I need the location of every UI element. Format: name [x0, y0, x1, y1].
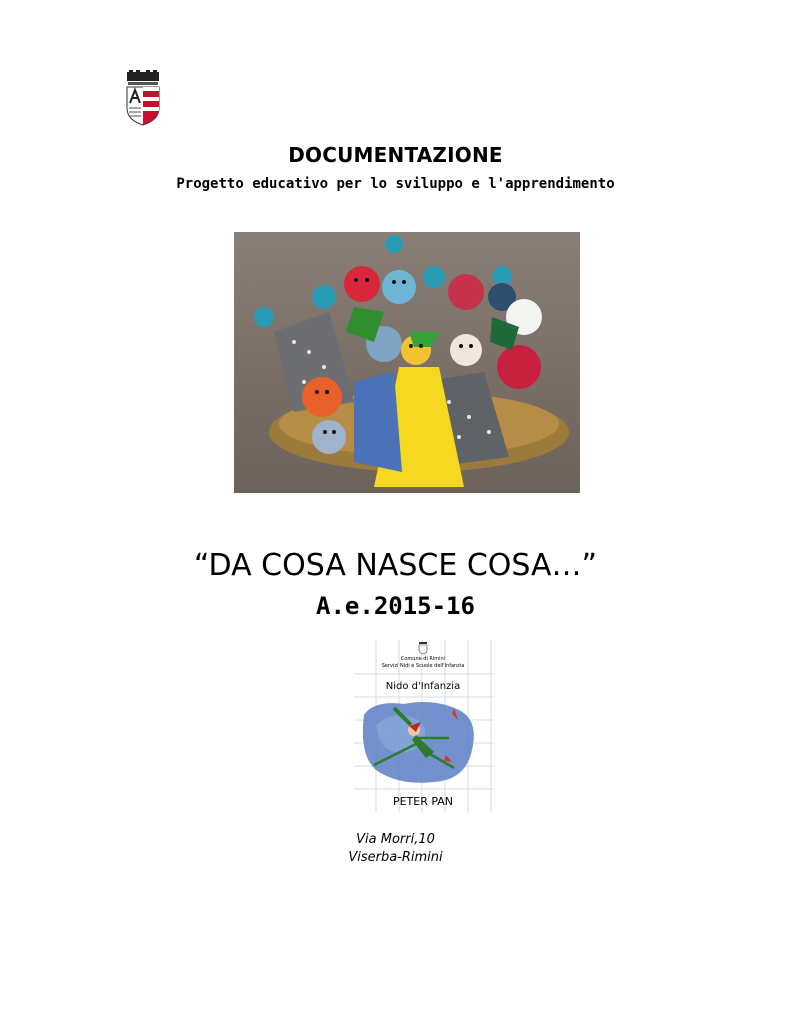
project-title: “DA COSA NASCE COSA…”: [193, 548, 598, 583]
mini-crest-icon: [419, 642, 427, 654]
document-heading: DOCUMENTAZIONE: [288, 143, 503, 167]
address-city: Viserba-Rimini: [348, 850, 443, 865]
logo-name: PETER PAN: [392, 795, 454, 808]
puppets-photo: [234, 232, 580, 493]
address-street: Via Morri,10: [356, 832, 435, 847]
nido-peter-pan-logo: [354, 640, 494, 812]
logo-org-line2: Servizi Nidi e Scuole dell'Infanzia: [381, 663, 465, 669]
logo-service-name: Nido d'Infanzia: [385, 681, 461, 692]
logo-org-line1: Comune di Rimini: [400, 656, 446, 662]
rimini-crest-icon: [124, 70, 162, 126]
school-year: A.e.2015-16: [316, 592, 475, 620]
document-subheading: Progetto educativo per lo sviluppo e l'apprendimento: [176, 176, 615, 192]
